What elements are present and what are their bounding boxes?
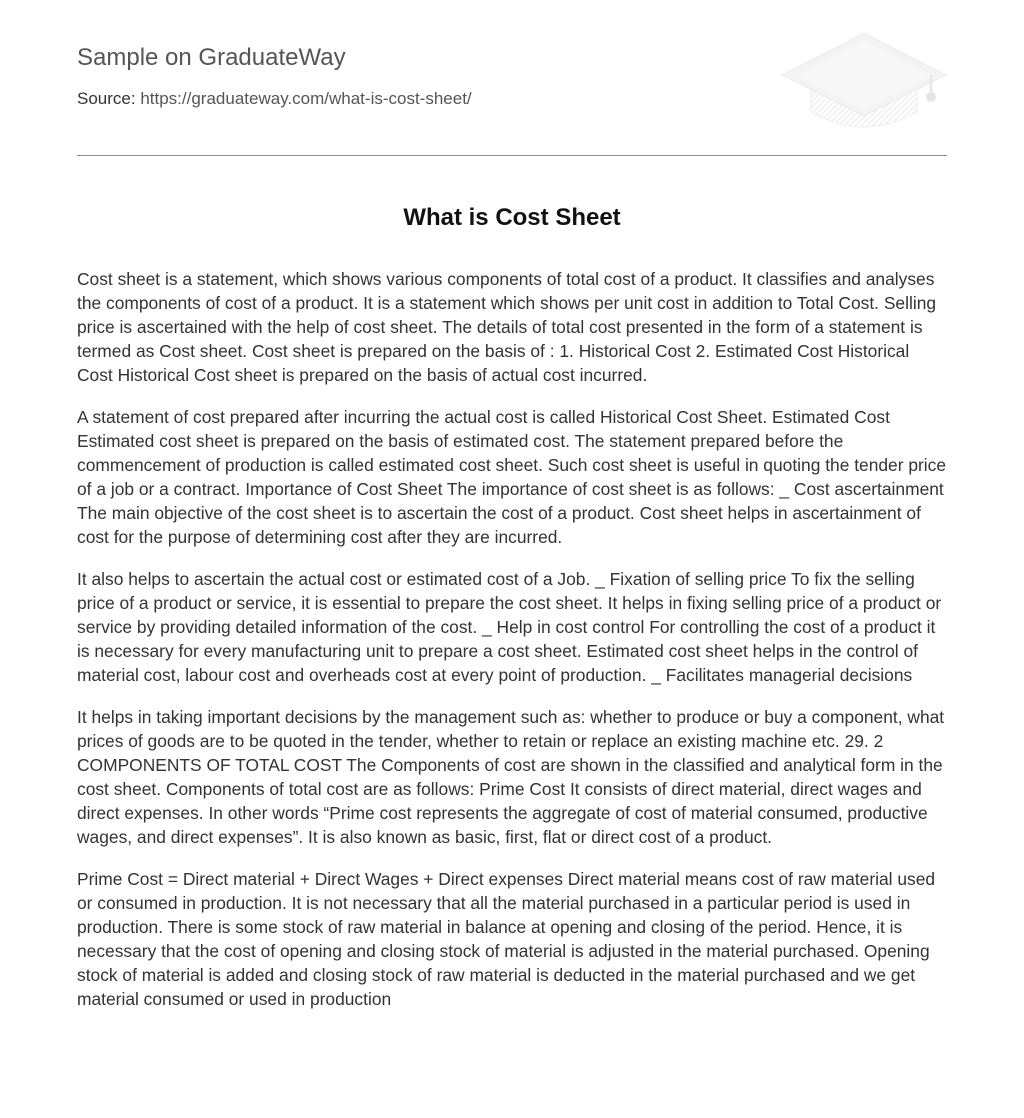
source-line: [77, 89, 472, 109]
site-title: Sample on GraduateWay: [77, 44, 346, 71]
graduation-cap-icon: [781, 30, 947, 134]
paragraph: It helps in taking important decisions by the management such as: whether to produce or buy a component, what prices of goods are to be quoted in the tender, whether to retain or replace an existing machine etc. 29. 2 COMPONENTS OF TOTAL COST The Components of cost are shown in the classified and analytical form in the cost sheet. Components of total cost are as follows: Prime Cost It consists of direct material, direct wages and direct expenses. In other words “Prime cost represents the aggregate of cost of material consumed, productive wages, and direct expenses”. It is also known as basic, first, flat or direct cost of a product.: [77, 707, 945, 847]
document-title: What is Cost Sheet: [403, 204, 621, 231]
header-divider: [77, 155, 947, 156]
paragraph: Prime Cost = Direct material + Direct Wages + Direct expenses Direct material means cost of raw material used or consumed in production. It is not necessary that all the material purchased in a particular period is used in production. There is some stock of raw material in balance at opening and closing of the period. Hence, it is necessary that the cost of opening and closing stock of material is adjusted in the material purchased. Opening stock of material is added and closing stock of raw material is deducted in the material purchased and we get material consumed or used in production: [77, 869, 936, 1009]
page-header: [77, 0, 947, 156]
paragraph: It also helps to ascertain the actual cost or estimated cost of a Job. _ Fixation of selling price To fix the selling price of a product or service, it is essential to prepare the cost sheet. It helps in fixing selling price of a product or service by providing detailed information of the cost. _ Help in cost control For controlling the cost of a product it is necessary for every manufacturing unit to prepare a cost sheet. Estimated cost sheet helps in the control of material cost, labour cost and overheads cost at every point of production. _ Facilitates managerial decisions: [77, 569, 942, 685]
paragraph: Cost sheet is a statement, which shows various components of total cost of a product. It classifies and analyses the components of cost of a product. It is a statement which shows per unit cost in addition to Total Cost. Selling price is ascertained with the help of cost sheet. The details of total cost presented in the form of a statement is termed as Cost sheet. Cost sheet is prepared on the basis of : 1. Historical Cost 2. Estimated Cost Historical Cost Historical Cost sheet is prepared on the basis of actual cost incurred.: [77, 269, 937, 385]
document-body: [77, 267, 947, 1029]
paragraph: A statement of cost prepared after incurring the actual cost is called Historical Cost Sheet. Estimated Cost Estimated cost sheet is prepared on the basis of estimated cost. The statement prepared before the commencement of production is called estimated cost sheet. Such cost sheet is useful in quoting the tender price of a job or a contract. Importance of Cost Sheet The importance of cost sheet is as follows: _ Cost ascertainment The main objective of the cost sheet is to ascertain the cost of a product. Cost sheet helps in ascertainment of cost for the purpose of determining cost after they are incurred.: [77, 407, 947, 547]
source-label: Source:: [77, 89, 136, 108]
source-link[interactable]: https://graduateway.com/what-is-cost-sheet/: [140, 89, 472, 108]
